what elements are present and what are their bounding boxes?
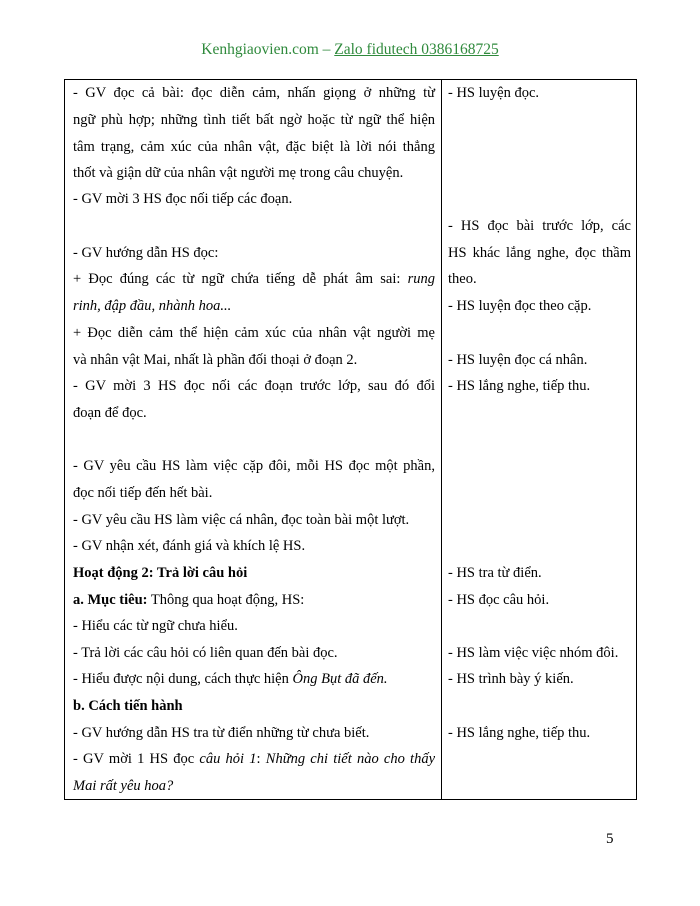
left-line-1: - GV đọc cả bài: đọc diễn cảm, nhấn giọng ở những từ bbox=[73, 85, 435, 101]
left-line-14: đọc nối tiếp đến hết bài. bbox=[73, 485, 213, 501]
right-line-8: - HS tra từ điển. bbox=[448, 565, 542, 581]
right-line-1: - HS luyện đọc. bbox=[448, 85, 540, 101]
activity-heading: Hoạt động 2: Trả lời câu hỏi bbox=[73, 565, 248, 581]
left-line-21-italic: Ông Bụt đã đến. bbox=[292, 671, 388, 687]
left-line-18 bbox=[73, 591, 435, 609]
left-line-24-text: - GV mời 1 HS đọc bbox=[73, 751, 200, 767]
left-line-9: + Đọc diễn cảm thể hiện cảm xúc của nhân vật người mẹ bbox=[73, 325, 435, 341]
objective-text: Thông qua hoạt động, HS: bbox=[147, 592, 305, 608]
left-line-2: ngữ phù hợp; những tình tiết bất ngờ hoặc từ ngữ thể hiện bbox=[73, 112, 435, 128]
right-line-5: - HS luyện đọc theo cặp. bbox=[448, 298, 592, 314]
left-line-23: - GV hướng dẫn HS tra từ điển những từ chưa biết. bbox=[73, 725, 370, 741]
left-line-24 bbox=[73, 750, 435, 768]
left-line-5: - GV mời 3 HS đọc nối tiếp các đoạn. bbox=[73, 191, 293, 207]
left-line-10: và nhân vật Mai, nhất là phần đối thoại ở đoạn 2. bbox=[73, 352, 358, 368]
left-line-6: - GV hướng dẫn HS đọc: bbox=[73, 245, 219, 261]
objective-label: a. Mục tiêu: bbox=[73, 592, 148, 608]
right-line-3: HS khác lắng nghe, đọc thầm bbox=[448, 245, 631, 261]
left-line-21 bbox=[73, 670, 435, 688]
left-line-7-italic: rung bbox=[407, 271, 435, 287]
column-divider bbox=[441, 80, 442, 799]
header-separator: – bbox=[318, 41, 335, 58]
procedure-heading: b. Cách tiến hành bbox=[73, 698, 183, 714]
left-line-11: - GV mời 3 HS đọc nối các đoạn trước lớp, sau đó đổi bbox=[73, 378, 435, 394]
left-line-4: thốt và giận dữ của nhân vật người mẹ trong câu chuyện. bbox=[73, 165, 404, 181]
left-line-19: - Hiểu các từ ngữ chưa hiểu. bbox=[73, 618, 238, 634]
left-line-12: đoạn để đọc. bbox=[73, 405, 147, 421]
page-number: 5 bbox=[606, 831, 614, 847]
right-line-2: - HS đọc bài trước lớp, các bbox=[448, 218, 631, 234]
left-line-15: - GV yêu cầu HS làm việc cá nhân, đọc toàn bài một lượt. bbox=[73, 512, 410, 528]
left-line-20: - Trả lời các câu hỏi có liên quan đến bài đọc. bbox=[73, 645, 338, 661]
left-line-25: Mai rất yêu hoa? bbox=[73, 778, 174, 794]
lesson-table bbox=[64, 79, 637, 800]
right-line-10: - HS làm việc việc nhóm đôi. bbox=[448, 645, 619, 661]
right-line-9: - HS đọc câu hỏi. bbox=[448, 592, 550, 608]
question-1-label: câu hỏi 1 bbox=[199, 751, 257, 767]
left-line-21-text: - Hiểu được nội dung, cách thực hiện bbox=[73, 671, 293, 687]
page-header bbox=[0, 41, 700, 59]
right-line-12: - HS lắng nghe, tiếp thu. bbox=[448, 725, 591, 741]
left-line-8: rinh, đập đầu, nhành hoa... bbox=[73, 298, 232, 314]
left-line-3: tâm trạng, cảm xúc của nhân vật, đặc biệt là lời nói thẳng bbox=[73, 139, 435, 155]
left-line-13: - GV yêu cầu HS làm việc cặp đôi, mỗi HS đọc một phần, bbox=[73, 458, 435, 474]
left-line-24-colon: : bbox=[256, 751, 266, 767]
left-line-16: - GV nhận xét, đánh giá và khích lệ HS. bbox=[73, 538, 306, 554]
question-1-text: Những chi tiết nào cho thấy bbox=[265, 751, 436, 767]
right-line-4: theo. bbox=[448, 271, 477, 287]
left-line-7 bbox=[73, 270, 435, 288]
header-zalo-link[interactable]: Zalo fidutech 0386168725 bbox=[334, 41, 499, 58]
right-line-7: - HS lắng nghe, tiếp thu. bbox=[448, 378, 591, 394]
right-line-11: - HS trình bày ý kiến. bbox=[448, 671, 574, 687]
right-line-6: - HS luyện đọc cá nhân. bbox=[448, 352, 588, 368]
header-site: Kenhgiaovien.com bbox=[201, 41, 319, 58]
left-line-7-text: + Đọc đúng các từ ngữ chứa tiếng dễ phát âm sai: bbox=[73, 271, 408, 287]
